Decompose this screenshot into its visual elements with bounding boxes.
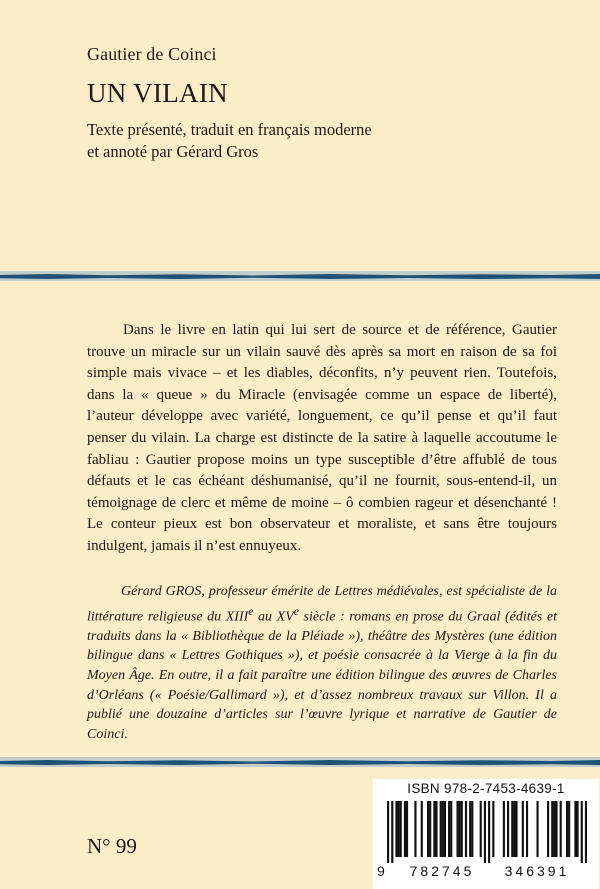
translator-bio [87, 582, 557, 744]
barcode-bar [492, 801, 494, 857]
barcode-bar [522, 801, 524, 857]
barcode-bar [414, 801, 416, 857]
barcode-bar [511, 801, 513, 857]
series-number: N° 99 [87, 834, 137, 858]
barcode-bar [574, 801, 576, 857]
decorative-band-top [0, 268, 600, 286]
barcode-bar [442, 801, 444, 857]
book-subtitle [87, 119, 557, 162]
subtitle-line-1: Texte présenté, traduit en français moderne [87, 120, 372, 139]
barcode-bar [448, 801, 450, 857]
barcode-image [387, 801, 587, 863]
barcode-bar [471, 801, 473, 857]
isbn-label: ISBN 978-2-7453-4639-1 [407, 781, 565, 796]
subtitle-line-2: et annoté par Gérard Gros [87, 141, 259, 161]
barcode-digit-group-1: 782745 [409, 863, 475, 879]
barcode-area [373, 779, 599, 889]
barcode-bar [503, 801, 505, 857]
barcode-bar [507, 801, 509, 857]
bio-text-end: siècle : romans en prose du Graal (édités et traduits dans la « Bibliothèque de la Pléiade »), théâtre des Mystères (une édition bilingue dans « Lettres Gothiques »), et poésie consacrée à la Vierge à la fin du Moyen Âge. En outre, il a fait paraître une édition bilingue des œuvres de Charles d’Orléans (« Poésie/Gallimard »), et d’assez nombreux travaux sur Villon. Il a publié une douzaine d’articles sur l’œuvre lyrique et narrative de Gautier de Coinci. [87, 609, 557, 742]
barcode-bar [526, 801, 528, 857]
author-name: Gautier de Coinci [87, 44, 217, 64]
barcode-bar [488, 801, 490, 863]
barcode-bar [547, 801, 549, 857]
barcode-bar [444, 801, 446, 857]
barcode-digit-group-2: 346391 [504, 863, 570, 879]
barcode-bar [404, 801, 406, 857]
barcode-bar [421, 801, 423, 857]
barcode-bar [553, 801, 555, 857]
century-superscript-2: e [293, 604, 299, 618]
bio-paragraph [87, 582, 557, 744]
barcode-bar [513, 801, 515, 857]
bio-text-start: Gérard GROS, professeur émérite de Lettres médiévales, est spécialiste de la littérature religieuse du XIII [87, 584, 557, 625]
barcode-bar [429, 801, 431, 857]
barcode-bar [536, 801, 538, 857]
blurb [87, 320, 557, 558]
barcode-bar [456, 801, 458, 857]
barcode-bar [484, 801, 486, 863]
century-superscript-1: e [248, 604, 254, 618]
barcode-bar [427, 801, 429, 857]
barcode-bar [465, 801, 467, 857]
barcode-bar [387, 801, 389, 863]
barcode-bar [555, 801, 557, 857]
book-title: UN VILAIN [87, 78, 228, 108]
barcode-bar [585, 801, 587, 863]
barcode-bar [450, 801, 452, 857]
barcode-bar [398, 801, 400, 857]
blurb-paragraph: Dans le livre en latin qui lui sert de source et de référence, Gautier trouve un miracle sur un vilain sauvé dès après sa mort en raison de sa foi simple mais vivace – et les diables, déconfits, n’y peuvent rien. Toutefois, dans la « queue » du Miracle (envisagée comme un espace de liberté), l’auteur développe avec variété, longuement, ce qu’il pense et qu’il faut penser du vilain. La charge est distincte de la satire à laquelle accoutume le fabliau : Gautier propose moins un type susceptible d’être affublé de tous défauts et le cas échéant déshumanisé, qu’il ne fournit, sous-entend-il, un témoignage de clerc et même de moine – ô combien rageur et désenchanté ! Le conteur pieux est bon observateur et moraliste, et sans être toujours indulgent, jamais il n’est ennuyeux. [87, 322, 557, 554]
barcode-bar [515, 801, 517, 857]
barcode-bar [395, 801, 397, 857]
barcode-bar [400, 801, 402, 857]
barcode-bar [551, 801, 553, 857]
bio-text-middle: au XV [253, 609, 294, 625]
barcode-bar [568, 801, 570, 857]
barcode-bar [440, 801, 442, 857]
cover-header [87, 43, 557, 162]
barcode-bar [391, 801, 393, 863]
barcode-bar [406, 801, 408, 857]
barcode-bar [469, 801, 471, 857]
barcode-lead-digit: 9 [377, 863, 385, 879]
barcode-bar [480, 801, 482, 857]
decorative-band-bottom [0, 754, 600, 774]
barcode-bar [433, 801, 435, 857]
barcode-bar [459, 801, 461, 857]
barcode-bar [461, 801, 463, 857]
barcode-bar [581, 801, 583, 863]
barcode-bar [576, 801, 578, 857]
barcode-bar [566, 801, 568, 857]
barcode-bar [560, 801, 562, 857]
barcode-bar [435, 801, 437, 857]
